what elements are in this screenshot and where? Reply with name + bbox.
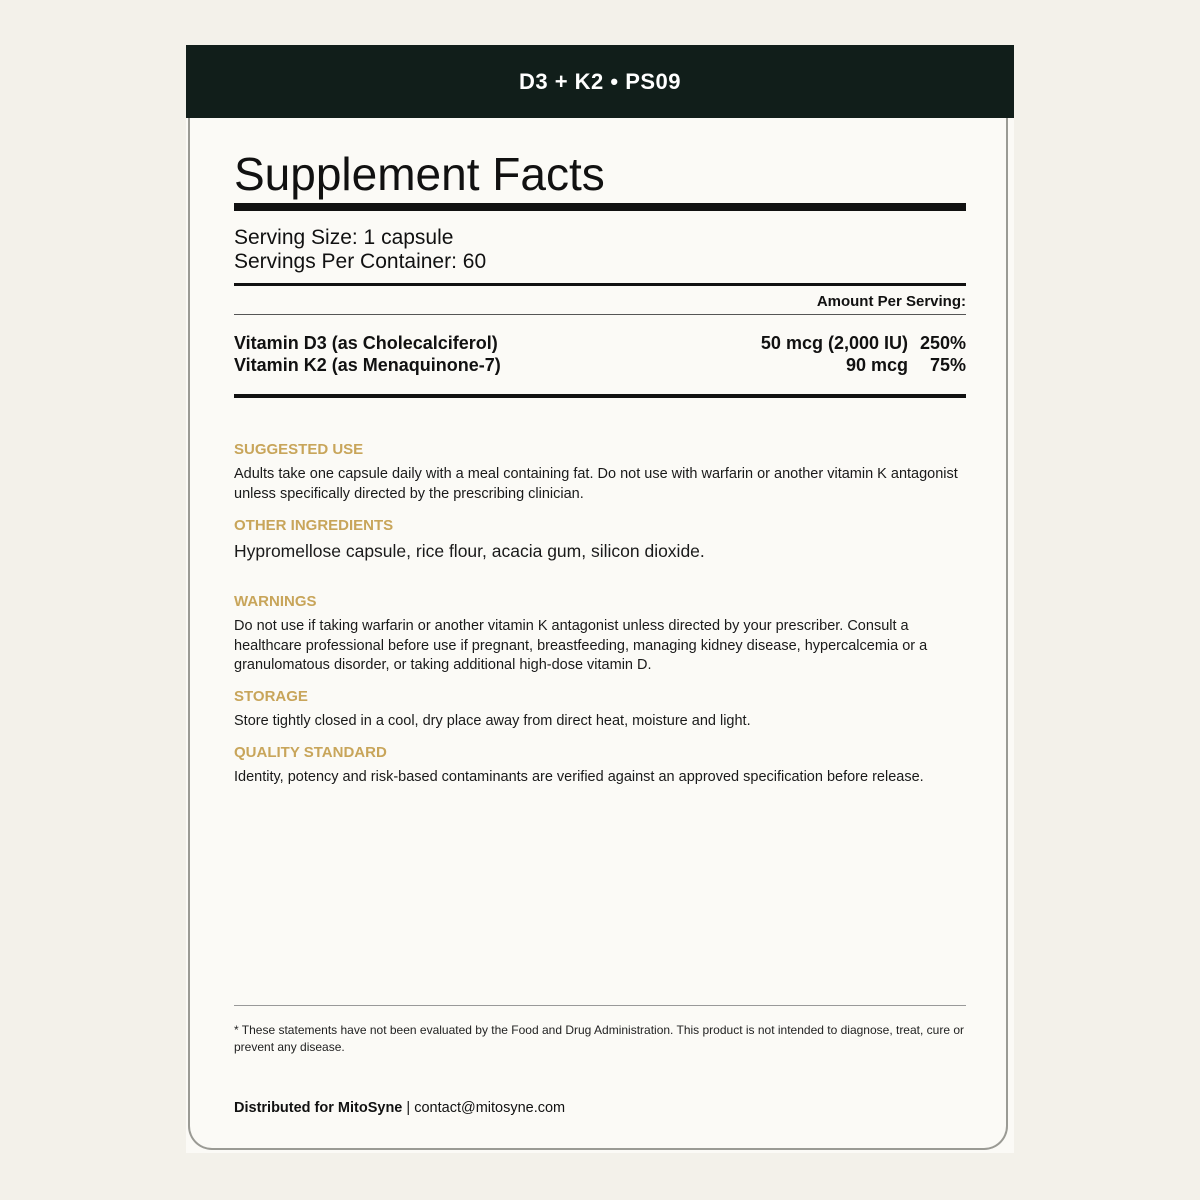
product-code: D3 + K2 • PS09 [518, 68, 682, 94]
nutrient-name: Vitamin D3 (as Cholecalciferol) [234, 333, 498, 353]
storage-heading: STORAGE [234, 688, 308, 705]
contact-email: contact@mitosyne.com [414, 1100, 566, 1116]
serving-rule [234, 283, 966, 286]
amount-per-serving-header: Amount Per Serving: [816, 293, 966, 310]
nutrient-amount: 90 mcg [845, 355, 908, 375]
footer-rule [234, 1005, 966, 1006]
nutrient-name: Vitamin K2 (as Menaquinone-7) [234, 355, 501, 375]
title-rule [234, 203, 966, 211]
warnings-text: Do not use if taking warfarin or another vitamin K antagonist unless directed by your prescriber. Consult a healthcare professional before use if pregnant, breastfeeding, managing kidney disease, hypercalcemia or a granulomatous disorder, or taking additional high-dose vitamin D. [234, 618, 928, 673]
nutrient-table-bottom-rule [234, 394, 966, 398]
warnings-heading: WARNINGS [234, 593, 317, 610]
suggested-use-text: Adults take one capsule daily with a meal containing fat. Do not use with warfarin or another vitamin K antagonist unless specifically directed by the prescribing clinician. [234, 466, 958, 502]
servings-per-container: Servings Per Container: 60 [234, 250, 487, 273]
nutrient-row-d3 [234, 332, 966, 354]
nutrient-daily-value: 75% [929, 355, 966, 375]
nutrient-amount: 50 mcg (2,000 IU) [760, 333, 908, 353]
amount-header-rule [234, 314, 966, 315]
product-header-band [186, 45, 1014, 118]
serving-size: Serving Size: 1 capsule [234, 226, 454, 249]
nutrient-row-k2 [234, 354, 966, 376]
distributor-label: Distributed for MitoSyne [234, 1100, 403, 1116]
supplement-facts-title: Supplement Facts [234, 148, 605, 200]
other-ingredients-heading: OTHER INGREDIENTS [234, 517, 394, 534]
distributor-separator: | [406, 1100, 411, 1116]
fda-disclaimer: * These statements have not been evaluated by the Food and Drug Administration. This product is not intended to diagnose, treat, cure or prevent any disease. [234, 1023, 965, 1054]
nutrient-daily-value: 250% [919, 333, 966, 353]
distributor-line [234, 1100, 565, 1116]
quality-standard-heading: QUALITY STANDARD [234, 744, 387, 761]
other-ingredients-text: Hypromellose capsule, rice flour, acacia gum, silicon dioxide. [234, 541, 705, 561]
storage-text: Store tightly closed in a cool, dry place away from direct heat, moisture and light. [234, 713, 751, 729]
suggested-use-heading: SUGGESTED USE [234, 441, 364, 458]
quality-standard-text: Identity, potency and risk-based contaminants are verified against an approved specification before release. [234, 769, 924, 785]
